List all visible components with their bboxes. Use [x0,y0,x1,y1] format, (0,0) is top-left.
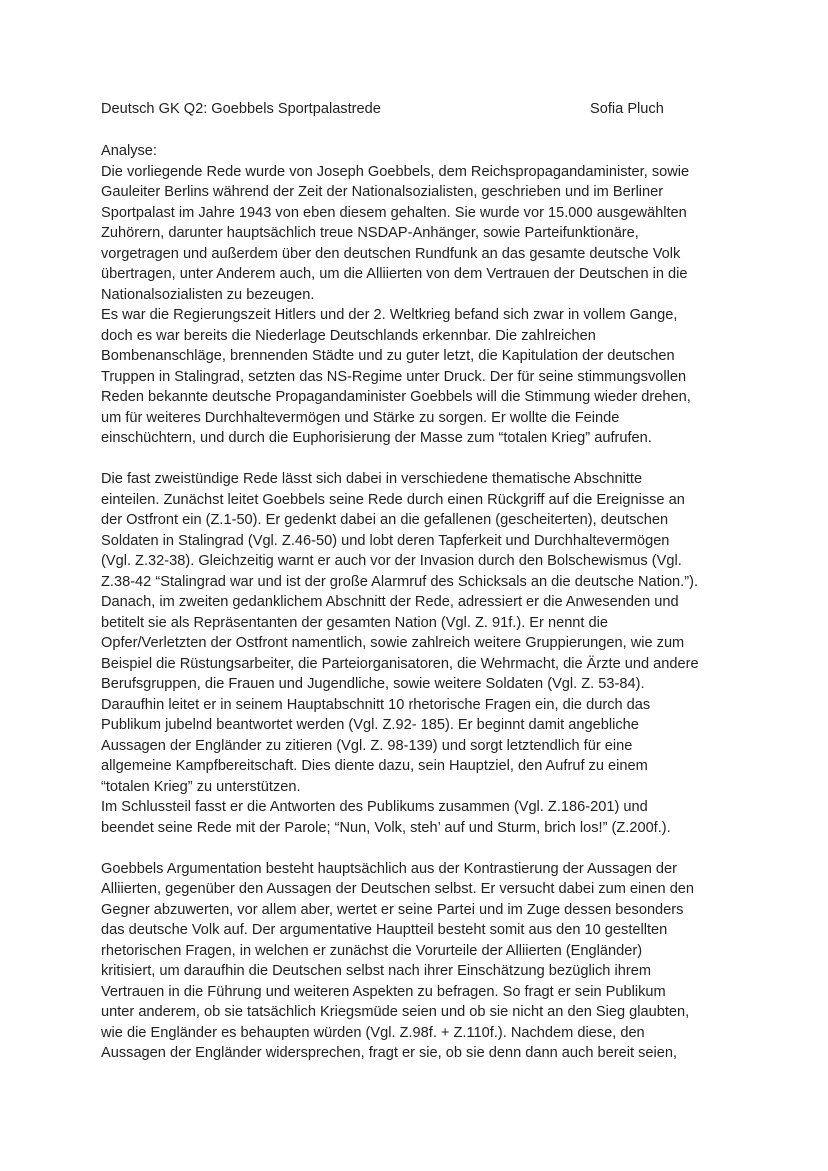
text-line: Bombenanschläge, brennenden Städte und zu guter letzt, die Kapitulation der deutschen [101,348,675,364]
paragraph [101,797,741,838]
text-line: Reden bekannte deutsche Propagandaminister Goebbels will die Stimmung wieder drehen, [101,389,691,405]
text-line: Zuhörern, darunter hauptsächlich treue NSDAP-Anhänger, sowie Parteifunktionäre, [101,225,639,241]
document-header [101,99,701,120]
text-line: Aussagen der Engländer zu zitieren (Vgl. Z. 98-139) und sorgt letztendlich für eine [101,737,633,754]
text-line: Die vorliegende Rede wurde von Joseph Goebbels, dem Reichspropagandaminister, sowie [101,163,690,180]
paragraph-spacer [101,838,741,859]
text-line: Opfer/Verletzten der Ostfront namentlich, sowie zahlreich weitere Gruppierungen, wie zum [101,635,685,651]
text-line: unter anderem, ob sie tatsächlich Kriegsmüde seien und ob sie nicht an den Sieg glaubten, [101,1004,690,1020]
author-name: Sofia Pluch [590,101,664,117]
text-line: Vertrauen in die Führung und weiteren Aspekten zu befragen. So fragt er sein Publikum [101,983,666,1000]
section-heading [101,141,741,162]
text-line: Danach, im zweiten gedanklichem Abschnitt der Rede, adressiert er die Anwesenden und [101,594,679,610]
text-line: Sportpalast im Jahre 1943 von eben diesem gehalten. Sie wurde vor 15.000 ausgewählten [101,204,687,221]
text-line: (Vgl. Z.32-38). Gleichzeitig warnt er auch vor der Invasion durch den Bolschewismus (Vgl. [101,553,682,569]
text-line: Alliierten, gegenüber den Aussagen der Deutschen selbst. Er versucht dabei zum einen den [101,881,695,897]
text-line: Truppen in Stalingrad, setzten das NS-Regime unter Druck. Der für seine stimmungsvollen [101,368,687,385]
text-line: Aussagen der Engländer widersprechen, fragt er sie, ob sie denn dann auch bereit seien, [101,1045,678,1061]
paragraph [101,469,741,797]
text-line: betitelt sie als Repräsentanten der gesamten Nation (Vgl. Z. 91f.). Er nennt die [101,614,609,631]
text-line: beendet seine Rede mit der Parole; “Nun, Volk, steh’ auf und Sturm, brich los!” (Z.200f.). [101,819,671,836]
paragraph [101,859,741,1064]
text-line: vorgetragen und außerdem über den deutschen Rundfunk an das gesamte deutsche Volk [101,245,681,262]
text-line: der Ostfront ein (Z.1-50). Er gedenkt dabei an die gefallenen (gescheiterten), deutschen [101,512,669,528]
text-line: einschüchtern, und durch die Euphorisierung der Masse zum “totalen Krieg” aufrufen. [101,430,652,446]
paragraph [101,305,741,449]
paragraph [101,162,741,306]
text-line: einteilen. Zunächst leitet Goebbels seine Rede durch einen Rückgriff auf die Ereignisse an [101,491,685,508]
text-line: das deutsche Volk auf. Der argumentative Hauptteil besteht somit aus den 10 gestellten [101,922,668,938]
text-line: allgemeine Kampfbereitschaft. Dies diente dazu, sein Hauptziel, den Aufruf zu einem [101,758,648,774]
text-line: kritisiert, um daraufhin die Deutschen selbst nach ihrer Einschätzung bezüglich ihrem [101,963,651,979]
text-line: Die fast zweistündige Rede lässt sich dabei in verschiedene thematische Abschnitte [101,471,643,487]
text-line: Publikum jubelnd beantwortet werden (Vgl. Z.92- 185). Er beginnt damit angebliche [101,717,639,733]
text-line: Gegner abzuwerten, vor allem aber, wertet er seine Partei und im Zuge dessen besonders [101,901,684,918]
text-line: Berufsgruppen, die Frauen und Jugendliche, sowie weitere Soldaten (Vgl. Z. 53-84). [101,676,645,692]
paragraph-spacer [101,449,741,470]
text-line: Gauleiter Berlins während der Zeit der Nationalsozialisten, geschrieben und im Berliner [101,184,664,200]
text-line: Analyse: [101,143,157,159]
text-line: doch es war bereits die Niederlage Deutschlands erkennbar. Die zahlreichen [101,327,596,344]
text-line: Daraufhin leitet er in seinem Hauptabschnitt 10 rhetorische Fragen ein, die durch das [101,696,651,713]
text-line: rhetorischen Fragen, in welchen er zunächst die Vorurteile der Alliierten (Engländer) [101,942,643,959]
text-line: Soldaten in Stalingrad (Vgl. Z.46-50) und lobt deren Tapferkeit und Durchhaltevermögen [101,532,670,549]
text-line: “totalen Krieg” zu unterstützen. [101,778,301,795]
text-line: wie die Engländer es behaupten würden (Vgl. Z.98f. + Z.110f.). Nachdem diese, den [101,1024,645,1041]
text-line: Beispiel die Rüstungsarbeiter, die Parteiorganisatoren, die Wehrmacht, die Ärzte und andere [101,655,699,672]
text-line: Goebbels Argumentation besteht hauptsächlich aus der Kontrastierung der Aussagen der [101,860,678,877]
document-body [101,141,741,1064]
document-title: Deutsch GK Q2: Goebbels Sportpalastrede [101,101,381,117]
text-line: Nationalsozialisten zu bezeugen. [101,286,315,303]
text-line: um für weiteres Durchhaltevermögen und Stärke zu sorgen. Er wollte die Feinde [101,409,620,426]
text-line: Es war die Regierungszeit Hitlers und der 2. Weltkrieg befand sich zwar in vollem Gange, [101,307,678,323]
text-line: übertragen, unter Anderem auch, um die Alliierten von dem Vertrauen der Deutschen in die [101,266,688,282]
text-line: Z.38-42 “Stalingrad war und ist der große Alarmruf des Schicksals an die deutsche Nation.”). [101,573,699,590]
text-line: Im Schlussteil fasst er die Antworten des Publikums zusammen (Vgl. Z.186-201) und [101,799,648,815]
